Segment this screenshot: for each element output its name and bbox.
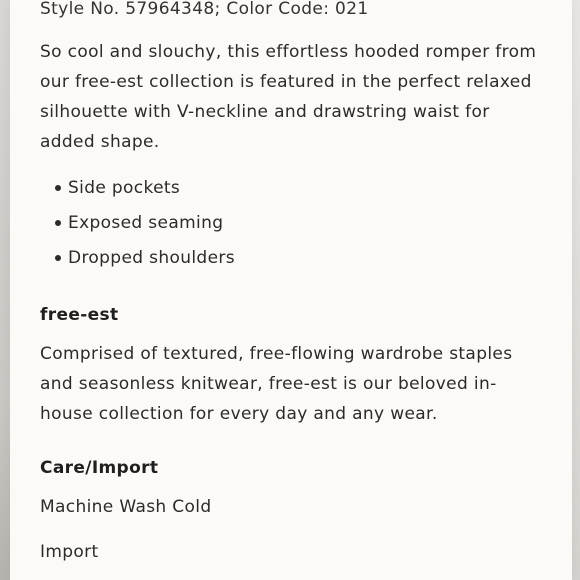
feature-label: Exposed seaming bbox=[68, 213, 224, 233]
product-description: So cool and slouchy, this effortless hooded romper from our free-est collection is featured in the perfect relaxed silhouette with V-neckline and drawstring waist for added shape. bbox=[40, 42, 537, 152]
right-edge-shadow bbox=[572, 0, 580, 580]
list-item bbox=[68, 173, 235, 208]
collection-description: Comprised of textured, free-flowing wardrobe staples and seasonless knitwear, free-est is our beloved in-house collection for every day and any wear. bbox=[40, 344, 513, 424]
list-item bbox=[68, 243, 235, 278]
bullet-icon bbox=[55, 255, 61, 261]
bullet-icon bbox=[55, 185, 61, 191]
feature-list bbox=[40, 173, 235, 278]
product-details-panel bbox=[10, 0, 572, 580]
left-edge-shadow bbox=[0, 0, 10, 580]
feature-label: Dropped shoulders bbox=[68, 248, 235, 268]
bullet-icon bbox=[55, 220, 61, 226]
style-number: Style No. 57964348; Color Code: 021 bbox=[40, 0, 369, 19]
import-label: Import bbox=[40, 542, 99, 562]
list-item bbox=[68, 208, 235, 243]
care-heading: Care/Import bbox=[40, 458, 159, 478]
care-instruction: Machine Wash Cold bbox=[40, 497, 212, 517]
feature-label: Side pockets bbox=[68, 178, 181, 198]
collection-heading: free-est bbox=[40, 305, 119, 325]
